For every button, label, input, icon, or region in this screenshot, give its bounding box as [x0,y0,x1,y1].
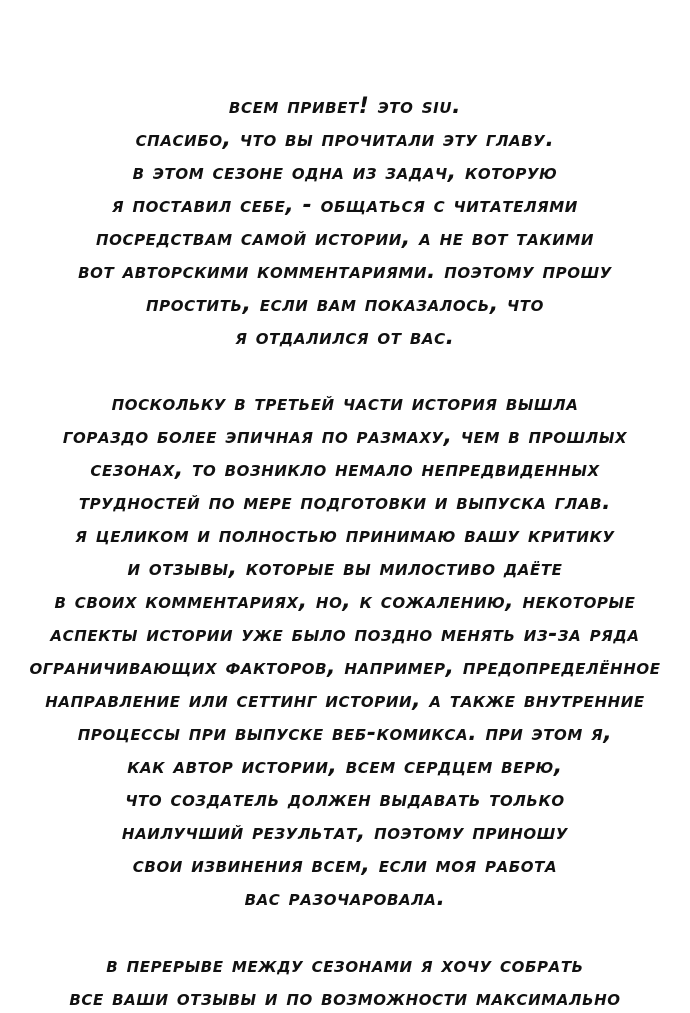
text-line: посредствам самой истории, а не вот такими [95,226,595,251]
text-line: как автор истории, всем сердцем верю, [127,754,563,779]
text-line: в своих комментариях, но, к сожалению, некоторые [54,589,636,614]
text-line: в этом сезоне одна из задач, которую [132,160,558,185]
text-line: сезонах, то возникло немало непредвиденных [90,457,600,482]
text-line: вас разочаровала. [244,886,446,911]
paragraph-apology [0,387,690,915]
text-line: всем привет! это siu. [228,94,462,119]
text-line: в перерыве между сезонами я хочу собрать [106,953,584,978]
text-line: и отзывы, которые вы милостиво даёте [127,556,563,581]
text-line: вот авторскими комментариями. поэтому прошу [78,259,612,284]
text-line: процессы при выпуске веб-комикса. при этом я, [77,721,613,746]
paragraph-greeting [0,90,690,354]
text-line: ограничивающих факторов, например, предопределённое [29,655,661,680]
text-line: поскольку в третьей части история вышла [111,391,579,416]
text-line: я целиком и полностью принимаю вашу критику [75,523,615,548]
text-line: направление или сеттинг истории, а также внутренние [45,688,645,713]
text-line: что создатель должен выдавать только [125,787,565,812]
text-line: все ваши отзывы и по возможности максимально [69,986,621,1011]
text-line: гораздо более эпичная по размаху, чем в прошлых [62,424,628,449]
text-line: свои извинения всем, если моя работа [132,853,558,878]
text-line: я отдалился от вас. [235,325,455,350]
text-line: аспекты истории уже было поздно менять из-за ряда [50,622,640,647]
text-line: спасибо, что вы прочитали эту главу. [135,127,555,152]
text-line: я поставил себе, - общаться с читателями [112,193,578,218]
text-line: трудностей по мере подготовки и выпуска глав. [78,490,612,515]
text-line: простить, если вам показалось, что [146,292,544,317]
paragraph-plans [0,949,690,1013]
text-line: наилучший результат, поэтому приношу [121,820,569,845]
